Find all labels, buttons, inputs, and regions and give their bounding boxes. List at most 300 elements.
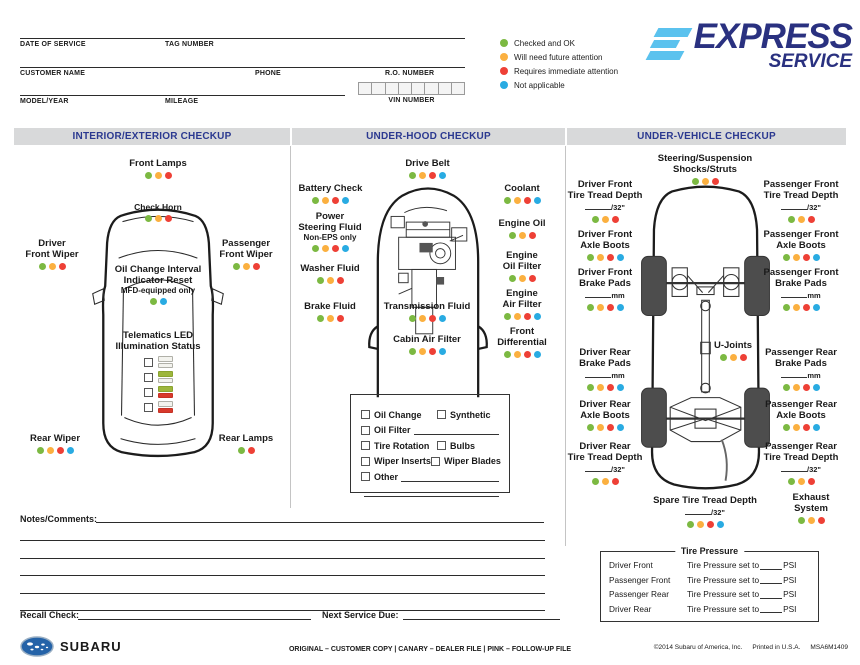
vin-digit-box[interactable] [411, 82, 424, 95]
status-dot-yellow[interactable] [519, 232, 526, 239]
status-dot-row [753, 304, 849, 311]
status-dot-yellow[interactable] [798, 216, 805, 223]
status-dot-green[interactable] [587, 424, 594, 431]
checkpoint-label: Front [509, 326, 535, 337]
checkpoint-driver-front-tire-tread [558, 179, 652, 223]
tire-pressure-blank[interactable] [760, 575, 782, 584]
checkpoint-label: Telematics LED [122, 330, 194, 341]
led-option-checkbox[interactable] [144, 373, 153, 382]
status-dot-yellow[interactable] [419, 348, 426, 355]
status-dot-row [558, 384, 652, 391]
status-dot-blue[interactable] [67, 447, 74, 454]
status-dot-row [558, 424, 652, 431]
measurement-unit: /32" [711, 508, 725, 518]
status-dot-row [285, 245, 375, 252]
status-dot-yellow[interactable] [47, 447, 54, 454]
service-option-checkbox[interactable] [361, 457, 370, 466]
led-option-checkbox[interactable] [144, 403, 153, 412]
service-option-label: Bulbs [450, 440, 476, 451]
measurement-blank-line[interactable] [585, 464, 611, 472]
status-dot-green[interactable] [587, 384, 594, 391]
measurement-write-in [558, 370, 652, 381]
checkpoint-label: Tire Tread Depth [763, 190, 839, 202]
status-dot-red[interactable] [59, 263, 66, 270]
checkpoint-label: Axle Boots [776, 240, 826, 252]
status-dot-green[interactable] [238, 447, 245, 454]
service-option-label: Wiper Inserts [374, 456, 431, 466]
status-dot-yellow[interactable] [597, 304, 604, 311]
section-header-interior-exterior: INTERIOR/EXTERIOR CHECKUP [14, 128, 290, 145]
checkpoint-label: Front Wiper [219, 249, 273, 261]
checkpoint-steering-suspension [640, 153, 770, 185]
section-header-under-vehicle: UNDER-VEHICLE CHECKUP [567, 128, 846, 145]
tire-pressure-blank[interactable] [760, 561, 782, 570]
service-option-row [361, 404, 499, 420]
status-dot-yellow[interactable] [514, 351, 521, 358]
status-dot-red[interactable] [607, 304, 614, 311]
status-dot-yellow[interactable] [322, 245, 329, 252]
status-dot-blue[interactable] [813, 254, 820, 261]
status-dot-red[interactable] [165, 172, 172, 179]
measurement-blank-line[interactable] [585, 202, 611, 210]
notes-line[interactable] [20, 576, 545, 593]
status-dot-yellow[interactable] [597, 384, 604, 391]
status-dot-red[interactable] [524, 351, 531, 358]
next-service-due-line[interactable] [403, 619, 560, 620]
section-header-under-hood: UNDER-HOOD CHECKUP [292, 128, 565, 145]
legend-item [500, 78, 618, 92]
status-dot-blue[interactable] [160, 298, 167, 305]
status-dot-green[interactable] [788, 478, 795, 485]
field-rule [20, 38, 465, 39]
service-write-in-line[interactable] [401, 472, 499, 482]
checkpoint-front-differential [478, 326, 566, 358]
status-dot-green[interactable] [783, 424, 790, 431]
status-dot-green[interactable] [317, 315, 324, 322]
status-dot-blue[interactable] [617, 254, 624, 261]
measurement-unit: mm [611, 291, 625, 301]
service-option-checkbox[interactable] [437, 410, 446, 419]
status-dot-row [95, 298, 221, 305]
mileage-label: MILEAGE [165, 98, 199, 105]
checkpoint-power-steering-fluid [285, 211, 375, 252]
status-dot-yellow[interactable] [602, 216, 609, 223]
checkpoint-label: Passenger Front [763, 267, 839, 278]
tire-pressure-set-to-label: Tire Pressure set to [687, 589, 760, 600]
status-dot-row [478, 351, 566, 358]
checkpoint-label: Driver Rear [579, 399, 631, 410]
status-dot-row [640, 178, 770, 185]
status-dot-blue[interactable] [813, 384, 820, 391]
measurement-blank-line[interactable] [781, 202, 807, 210]
legend-dot [500, 53, 508, 61]
tire-pressure-set-to-label: Tire Pressure set to [687, 574, 760, 585]
status-dot-yellow[interactable] [730, 354, 737, 361]
measurement-unit: mm [807, 291, 821, 301]
status-dot-green[interactable] [504, 313, 511, 320]
status-dot-yellow[interactable] [155, 215, 162, 222]
telematics-led-options [95, 356, 221, 413]
checkpoint-label: Driver Front [577, 229, 633, 240]
status-dot-green[interactable] [504, 351, 511, 358]
vin-digit-box[interactable] [385, 82, 398, 95]
status-dot-green[interactable] [150, 298, 157, 305]
status-dot-green[interactable] [509, 232, 516, 239]
status-dot-yellow[interactable] [597, 254, 604, 261]
status-dot-blue[interactable] [717, 521, 724, 528]
status-dot-yellow[interactable] [798, 478, 805, 485]
status-dot-green[interactable] [587, 304, 594, 311]
status-dot-yellow[interactable] [322, 197, 329, 204]
tire-pressure-row [609, 573, 810, 588]
measurement-blank-line[interactable] [585, 290, 611, 298]
service-option-checkbox[interactable] [437, 441, 446, 450]
led-option-checkbox[interactable] [144, 358, 153, 367]
status-dot-green[interactable] [317, 277, 324, 284]
status-dot-red[interactable] [165, 215, 172, 222]
status-dot-yellow[interactable] [602, 478, 609, 485]
tp-title-text: Tire Pressure [680, 546, 739, 556]
status-dot-row [558, 216, 652, 223]
measurement-blank-line[interactable] [585, 370, 611, 378]
status-dot-blue[interactable] [534, 313, 541, 320]
checkpoint-engine-oil [478, 218, 566, 239]
status-dot-red[interactable] [808, 216, 815, 223]
status-dot-yellow[interactable] [419, 172, 426, 179]
vin-digit-box[interactable] [398, 82, 411, 95]
status-dot-red[interactable] [529, 275, 536, 282]
status-dot-yellow[interactable] [597, 424, 604, 431]
status-dot-green[interactable] [783, 254, 790, 261]
checkpoint-label: Tire Tread Depth [567, 190, 643, 202]
status-dot-blue[interactable] [813, 424, 820, 431]
status-dot-blue[interactable] [342, 245, 349, 252]
service-option-checkbox[interactable] [361, 426, 370, 435]
tire-pressure-unit: PSI [783, 560, 797, 571]
status-dot-row [478, 275, 566, 282]
status-dot-green[interactable] [692, 178, 699, 185]
status-legend [500, 36, 618, 92]
status-dot-red[interactable] [332, 245, 339, 252]
status-dot-yellow[interactable] [793, 424, 800, 431]
led-bar-red [158, 393, 173, 399]
checkpoint-label: Air Filter [502, 299, 542, 311]
service-option [361, 425, 411, 435]
led-bar-off [158, 363, 173, 369]
notes-line[interactable] [20, 541, 545, 558]
service-checkbox-panel [350, 394, 510, 493]
measurement-unit: /32" [611, 465, 625, 475]
checkpoint-label: Passenger Rear [765, 347, 837, 358]
date-of-service-label: DATE OF SERVICE [20, 41, 86, 48]
status-dot-red[interactable] [803, 384, 810, 391]
measurement-blank-line[interactable] [781, 464, 807, 472]
service-write-in-line[interactable] [364, 487, 499, 497]
status-dot-row [478, 232, 566, 239]
status-dot-green[interactable] [409, 315, 416, 322]
legend-dot [500, 39, 508, 47]
status-dot-green[interactable] [233, 263, 240, 270]
status-dot-red[interactable] [429, 172, 436, 179]
status-dot-blue[interactable] [813, 304, 820, 311]
service-option-checkbox[interactable] [361, 472, 370, 481]
legend-label: Checked and OK [514, 38, 575, 48]
status-dot-blue[interactable] [617, 384, 624, 391]
checkpoint-label: Driver Front [577, 267, 633, 278]
led-bar-off [158, 356, 173, 362]
status-dot-row [775, 517, 847, 524]
status-dot-row [285, 277, 375, 284]
status-dot-green[interactable] [312, 245, 319, 252]
status-dot-blue[interactable] [439, 315, 446, 322]
status-dot-row [753, 254, 849, 261]
status-dot-yellow[interactable] [519, 275, 526, 282]
status-dot-red[interactable] [57, 447, 64, 454]
status-dot-blue[interactable] [439, 172, 446, 179]
measurement-write-in [630, 507, 780, 518]
checkpoint-label: Differential [497, 337, 547, 349]
checkpoint-label: Brake Pads [775, 358, 827, 370]
status-dot-green[interactable] [409, 348, 416, 355]
status-dot-yellow[interactable] [793, 254, 800, 261]
checkpoint-brake-fluid [285, 301, 375, 322]
checkpoint-label: Axle Boots [776, 410, 826, 422]
measurement-blank-line[interactable] [781, 370, 807, 378]
status-dot-blue[interactable] [439, 348, 446, 355]
checkpoint-check-horn [110, 202, 206, 222]
checkpoint-label: Illumination Status [115, 341, 201, 353]
status-dot-row [110, 215, 206, 222]
tire-pressure-blank[interactable] [760, 604, 782, 613]
status-dot-yellow[interactable] [327, 277, 334, 284]
checkpoint-label: Tire Tread Depth [567, 452, 643, 464]
status-dot-green[interactable] [592, 478, 599, 485]
checkpoint-label: Driver [38, 238, 66, 249]
checkpoint-coolant [478, 183, 566, 204]
checkpoint-washer-fluid [285, 263, 375, 284]
status-dot-red[interactable] [712, 178, 719, 185]
status-dot-green[interactable] [783, 304, 790, 311]
measurement-unit: /32" [807, 203, 821, 213]
checkpoint-rear-lamps [202, 433, 290, 454]
recall-check-line[interactable] [78, 619, 311, 620]
vin-digit-box[interactable] [451, 82, 465, 95]
status-dot-red[interactable] [808, 478, 815, 485]
status-dot-row [753, 384, 849, 391]
checkpoint-label: Coolant [504, 183, 540, 194]
checkpoint-label: Rear Wiper [29, 433, 81, 444]
tire-pressure-title [675, 546, 744, 556]
status-dot-green[interactable] [687, 521, 694, 528]
status-dot-blue[interactable] [617, 304, 624, 311]
status-dot-row [558, 304, 652, 311]
status-dot-red[interactable] [337, 315, 344, 322]
vin-digit-box[interactable] [424, 82, 437, 95]
status-dot-red[interactable] [253, 263, 260, 270]
status-dot-yellow[interactable] [419, 315, 426, 322]
checkpoint-passenger-rear-brake-pads [753, 347, 849, 391]
status-dot-green[interactable] [39, 263, 46, 270]
tire-pressure-row [609, 602, 810, 617]
checkpoint-label: Brake Fluid [304, 301, 356, 312]
checkpoint-label: Driver Rear [579, 441, 631, 452]
measurement-blank-line[interactable] [685, 507, 711, 515]
checkpoint-cabin-air-filter [375, 334, 479, 355]
checkpoint-label: Steering Fluid [298, 222, 362, 234]
checkpoint-label: Shocks/Struts [673, 164, 737, 176]
checkpoint-spare-tire-tread [630, 495, 780, 528]
status-dot-red[interactable] [818, 517, 825, 524]
tire-position-label: Driver Front [609, 560, 653, 571]
status-dot-row [751, 478, 851, 485]
status-dot-red[interactable] [607, 424, 614, 431]
status-dot-yellow[interactable] [793, 304, 800, 311]
status-dot-green[interactable] [798, 517, 805, 524]
status-dot-red[interactable] [803, 424, 810, 431]
service-option-checkbox[interactable] [361, 441, 370, 450]
logo-arrow-icon [650, 40, 680, 48]
status-dot-yellow[interactable] [793, 384, 800, 391]
led-indicator-icon [158, 386, 173, 398]
measurement-write-in [753, 370, 849, 381]
service-option-row [361, 451, 499, 467]
telematics-led-option [144, 386, 173, 398]
status-dot-red[interactable] [248, 447, 255, 454]
status-dot-red[interactable] [607, 254, 614, 261]
tire-pressure-unit: PSI [783, 589, 797, 600]
status-dot-row [8, 263, 96, 270]
vin-digit-box[interactable] [371, 82, 384, 95]
status-dot-blue[interactable] [534, 351, 541, 358]
notes-line[interactable] [20, 524, 545, 541]
legend-label: Not applicable [514, 80, 565, 90]
phone-label: PHONE [255, 70, 281, 77]
status-dot-green[interactable] [592, 216, 599, 223]
status-dot-red[interactable] [337, 277, 344, 284]
service-option [361, 410, 437, 420]
status-dot-row [630, 521, 780, 528]
telematics-led-option [144, 371, 173, 383]
status-dot-blue[interactable] [534, 197, 541, 204]
tire-pressure-blank[interactable] [760, 590, 782, 599]
status-dot-yellow[interactable] [327, 315, 334, 322]
checkpoint-label: Battery Check [298, 183, 363, 194]
status-dot-red[interactable] [524, 197, 531, 204]
notes-line[interactable] [20, 594, 545, 611]
status-dot-green[interactable] [409, 172, 416, 179]
checkpoint-passenger-rear-axle-boots [753, 399, 849, 431]
status-dot-green[interactable] [720, 354, 727, 361]
status-dot-red[interactable] [612, 216, 619, 223]
status-dot-row [555, 478, 655, 485]
status-dot-green[interactable] [783, 384, 790, 391]
checkpoint-transmission-fluid [375, 301, 479, 322]
notes-first-line[interactable] [96, 522, 544, 523]
service-write-in-line[interactable] [414, 425, 499, 435]
status-dot-row [478, 313, 566, 320]
legend-label: Will need future attention [514, 52, 603, 62]
service-option-label: Other [374, 471, 399, 482]
status-dot-blue[interactable] [617, 424, 624, 431]
tire-pressure-set-to-label: Tire Pressure set to [687, 560, 760, 571]
measurement-unit: /32" [807, 465, 821, 475]
checkpoint-label: Axle Boots [580, 240, 630, 252]
status-dot-red[interactable] [524, 313, 531, 320]
status-dot-green[interactable] [37, 447, 44, 454]
status-dot-red[interactable] [607, 384, 614, 391]
status-dot-blue[interactable] [342, 197, 349, 204]
status-dot-green[interactable] [504, 197, 511, 204]
status-dot-red[interactable] [332, 197, 339, 204]
status-dot-yellow[interactable] [514, 197, 521, 204]
status-dot-yellow[interactable] [697, 521, 704, 528]
status-dot-row [478, 197, 566, 204]
service-option-checkbox[interactable] [431, 457, 440, 466]
checkpoint-label: Front Wiper [25, 249, 79, 261]
status-dot-yellow[interactable] [243, 263, 250, 270]
status-dot-red[interactable] [803, 304, 810, 311]
checkpoint-label: Engine Oil [498, 218, 546, 229]
status-dot-yellow[interactable] [49, 263, 56, 270]
checkpoint-label: Axle Boots [580, 410, 630, 422]
service-option-label: Oil Change [374, 409, 422, 420]
checkpoint-label: System [794, 503, 828, 515]
status-dot-green[interactable] [145, 215, 152, 222]
checkpoint-passenger-front-brake-pads [753, 267, 849, 311]
status-dot-red[interactable] [740, 354, 747, 361]
checkpoint-passenger-rear-tire-tread [751, 441, 851, 485]
status-dot-red[interactable] [707, 521, 714, 528]
checkpoint-label: Transmission Fluid [383, 301, 471, 312]
status-dot-green[interactable] [145, 172, 152, 179]
checkpoint-oil-change-interval-reset [95, 264, 221, 305]
checkpoint-sublabel: Non-EPS only [303, 233, 357, 243]
service-option-label: Wiper Blades [443, 456, 501, 466]
status-dot-yellow[interactable] [702, 178, 709, 185]
measurement-blank-line[interactable] [781, 290, 807, 298]
status-dot-green[interactable] [587, 254, 594, 261]
vin-digit-box[interactable] [438, 82, 451, 95]
led-option-checkbox[interactable] [144, 388, 153, 397]
status-dot-red[interactable] [429, 348, 436, 355]
checkpoint-label: Brake Pads [775, 278, 827, 290]
service-option-checkbox[interactable] [361, 410, 370, 419]
status-dot-green[interactable] [509, 275, 516, 282]
tag-number-label: TAG NUMBER [165, 41, 214, 48]
status-dot-red[interactable] [803, 254, 810, 261]
checkpoint-label: Rear Lamps [218, 433, 274, 444]
status-dot-red[interactable] [429, 315, 436, 322]
status-dot-green[interactable] [312, 197, 319, 204]
status-dot-red[interactable] [529, 232, 536, 239]
status-dot-green[interactable] [788, 216, 795, 223]
status-dot-red[interactable] [612, 478, 619, 485]
checkpoint-front-lamps [110, 158, 206, 179]
tire-pressure-row [609, 587, 810, 602]
status-dot-yellow[interactable] [514, 313, 521, 320]
led-bar-off [158, 401, 173, 407]
status-dot-yellow[interactable] [808, 517, 815, 524]
notes-line[interactable] [20, 559, 545, 576]
status-dot-row [380, 172, 475, 179]
checkpoint-label: Oil Change Interval [114, 264, 202, 275]
checkpoint-label: Spare Tire Tread Depth [653, 495, 757, 506]
vin-number-boxes[interactable] [358, 82, 465, 95]
vin-digit-box[interactable] [358, 82, 371, 95]
logo-word-express: EXPRESS [693, 17, 852, 56]
status-dot-yellow[interactable] [155, 172, 162, 179]
measurement-unit: mm [611, 371, 625, 381]
